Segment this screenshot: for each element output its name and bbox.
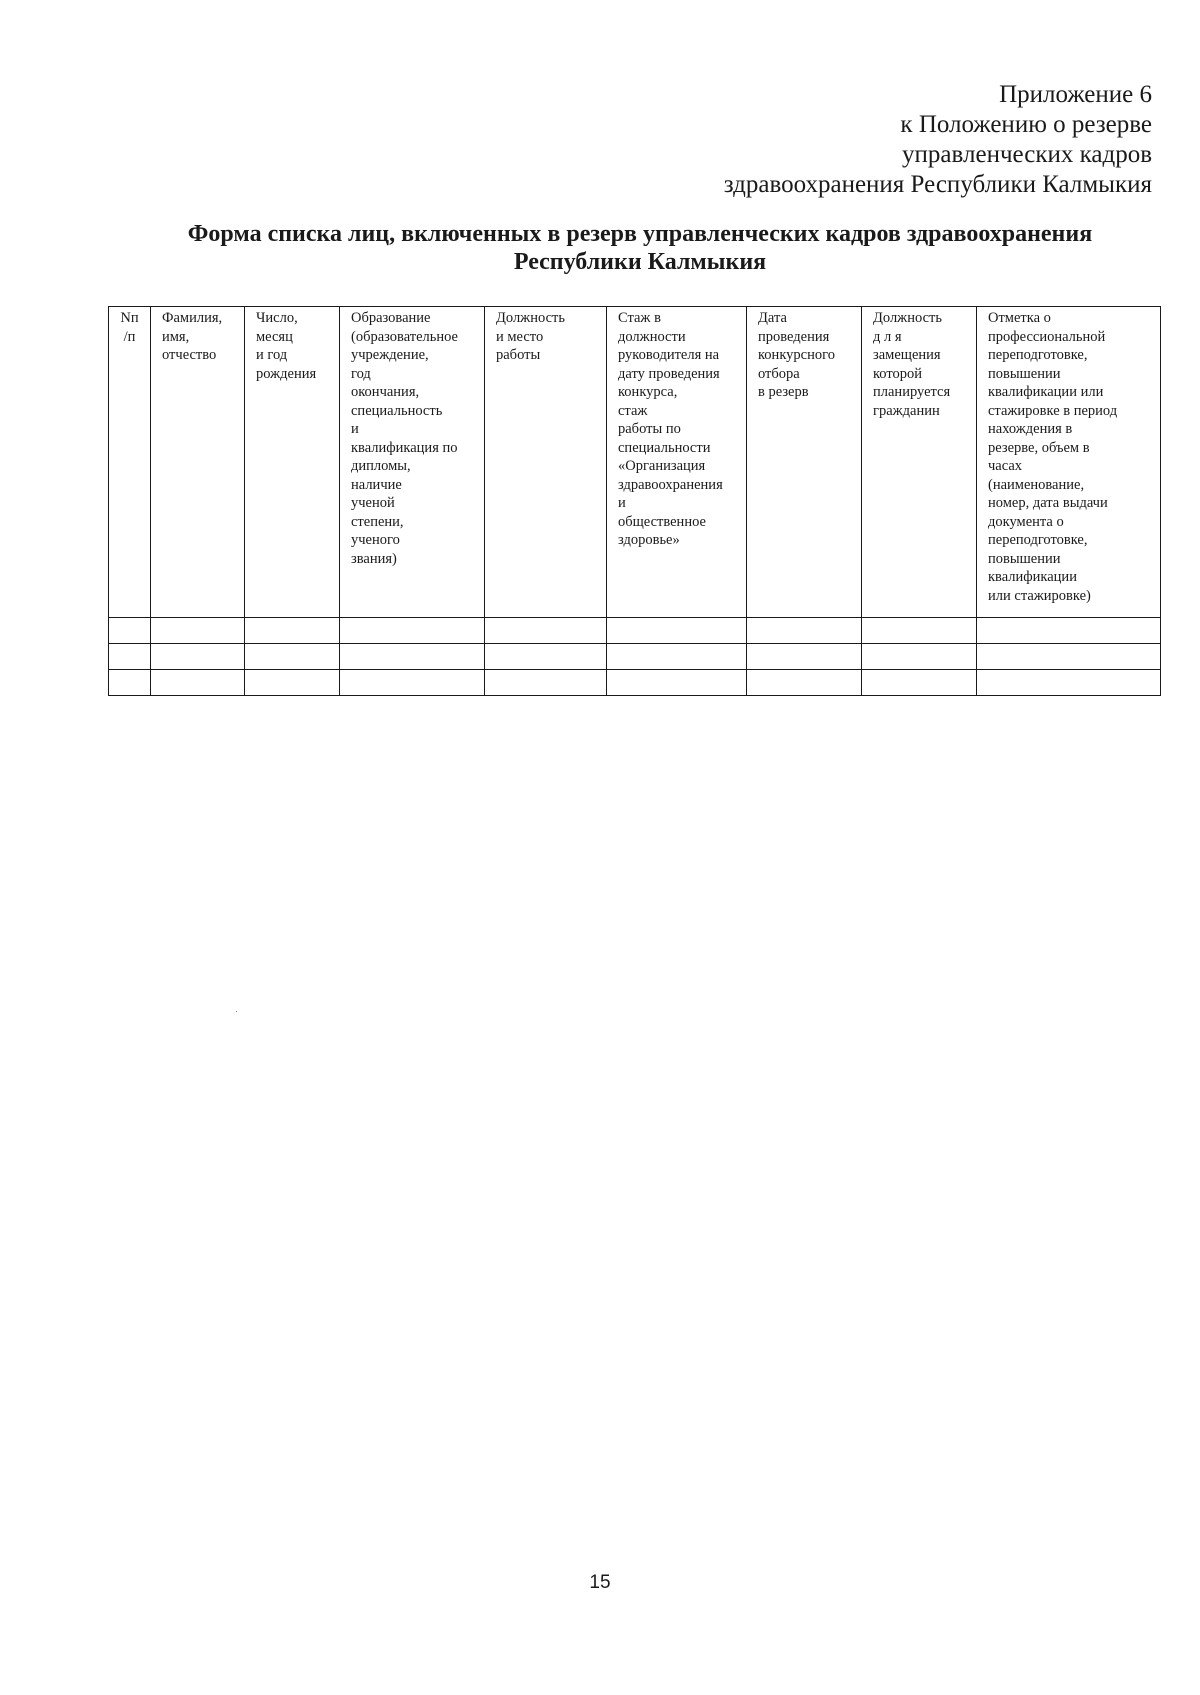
table-row [109, 670, 1161, 696]
header-cell-position-workplace: Должность и место работы [485, 307, 607, 618]
header-cell-number: Nп /п [109, 307, 151, 618]
appendix-line-1: Приложение 6 [999, 81, 1152, 108]
header-cell-birth-date: Число, месяц и год рождения [245, 307, 340, 618]
appendix-line-3: управленческих кадров [902, 141, 1152, 168]
scan-speck [236, 1011, 237, 1012]
header-cell-education: Образование (образовательное учреждение, год окончания, специальность и квалификация по дипломы, наличие ученой степени, ученого звания) [340, 307, 485, 618]
header-cell-planned-position: Должность д л я замещения которой планируется гражданин [862, 307, 977, 618]
document-title-line-1: Форма списка лиц, включенных в резерв управленческих кадров здравоохранения [187, 221, 1093, 247]
page-number: 15 [589, 1572, 611, 1593]
reserve-list-table [108, 306, 1161, 696]
appendix-line-2: к Положению о резерве [900, 111, 1152, 138]
table-header-row [109, 307, 1161, 618]
table-row [109, 618, 1161, 644]
header-cell-training-note: Отметка о профессиональной переподготовке, повышении квалификации или стажировке в период нахождения в резерве, объем в часах (наименование, номер, дата выдачи документа о переподготовке, повышении квалификации или стажировке) [977, 307, 1161, 618]
header-cell-full-name: Фамилия, имя, отчество [151, 307, 245, 618]
table-row [109, 644, 1161, 670]
appendix-line-4: здравоохранения Республики Калмыкия [723, 171, 1152, 198]
header-cell-selection-date: Дата проведения конкурсного отбора в резерв [747, 307, 862, 618]
document-title [100, 220, 1180, 276]
appendix-reference [552, 80, 1152, 200]
document-title-line-2: Республики Калмыкия [513, 249, 767, 275]
header-cell-experience: Стаж в должности руководителя на дату проведения конкурса, стаж работы по специальности «Организация здравоохранения и общественное здоровье» [607, 307, 747, 618]
